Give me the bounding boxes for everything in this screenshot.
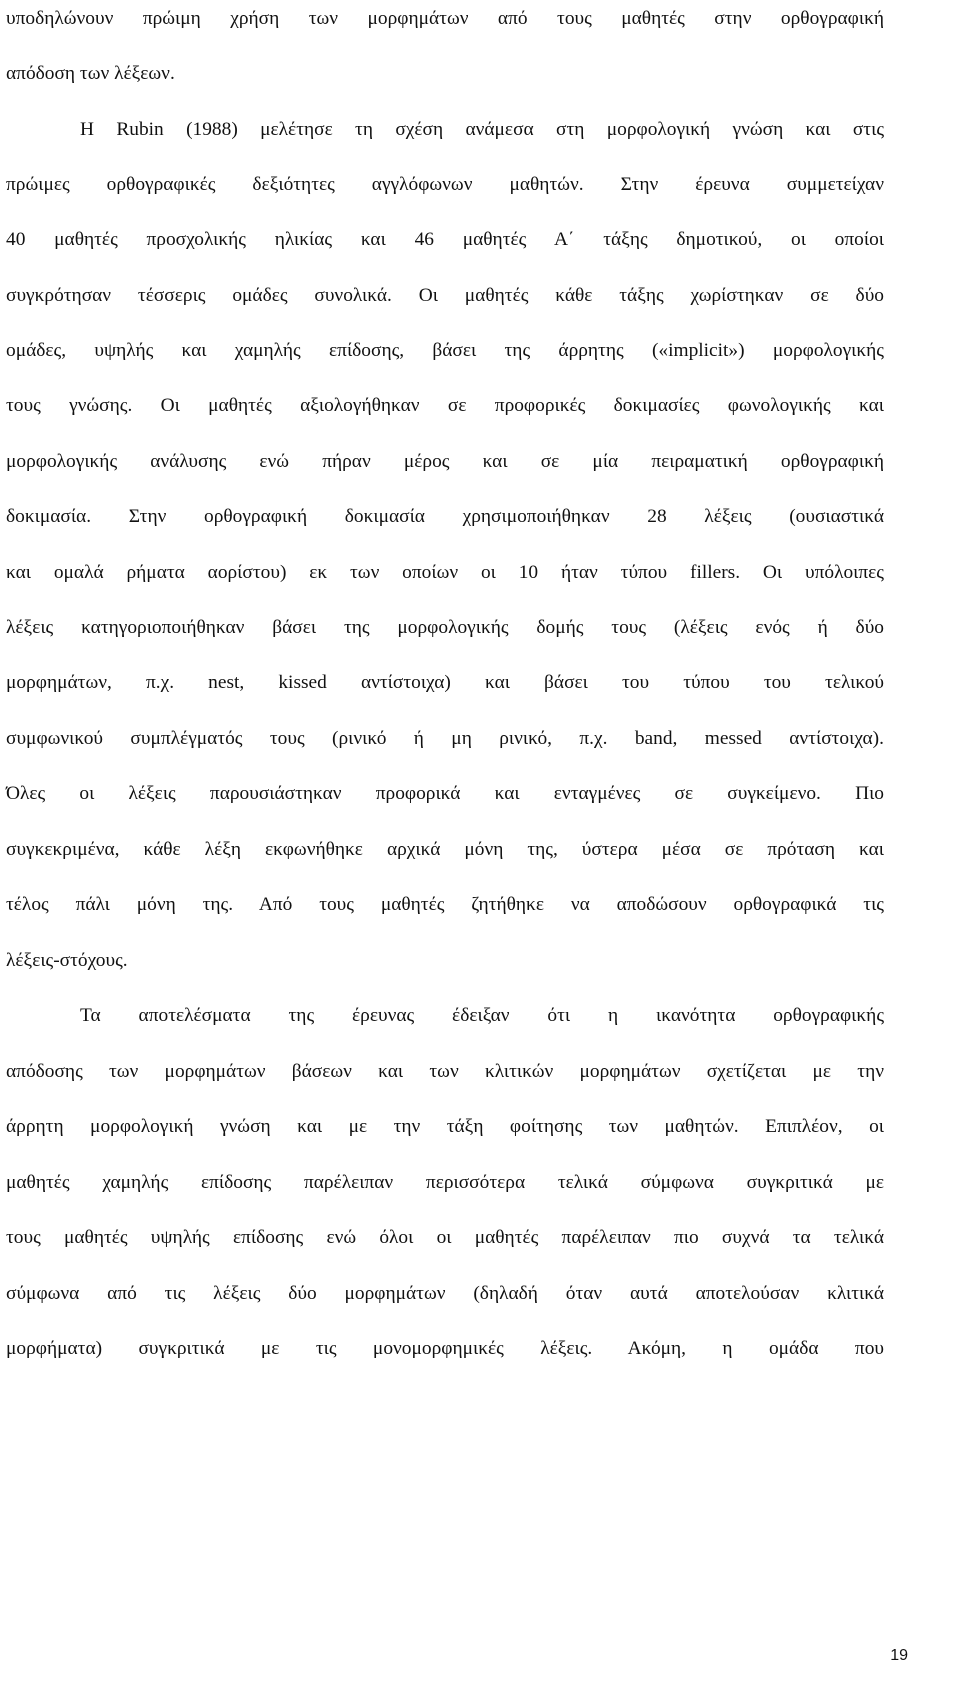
text-line: Τα αποτελέσματα της έρευνας έδειξαν ότι η ικανότητα ορθογραφικής xyxy=(80,1005,884,1026)
text-line: συγκρότησαν τέσσερις ομάδες συνολικά. Οι μαθητές κάθε τάξης χωρίστηκαν σε δύο xyxy=(6,285,884,306)
text-line: Όλες οι λέξεις παρουσιάστηκαν προφορικά και ενταγμένες σε συγκείμενο. Πιο xyxy=(6,783,884,804)
text-line: και ομαλά ρήματα αορίστου) εκ των οποίων οι 10 ήταν τύπου fillers. Οι υπόλοιπες xyxy=(6,562,884,583)
text-line: 40 μαθητές προσχολικής ηλικίας και 46 μαθητές Α΄ τάξης δημοτικού, οι οποίοι xyxy=(6,229,884,250)
text-line: δοκιμασία. Στην ορθογραφική δοκιμασία χρησιμοποιήθηκαν 28 λέξεις (ουσιαστικά xyxy=(6,506,884,527)
text-line: λέξεις-στόχους. xyxy=(6,950,128,971)
text-line: σύμφωνα από τις λέξεις δύο μορφημάτων (δηλαδή όταν αυτά αποτελούσαν κλιτικά xyxy=(6,1283,884,1304)
text-line: μορφήματα) συγκριτικά με τις μονομορφημικές λέξεις. Ακόμη, η ομάδα που xyxy=(6,1338,884,1359)
text-line: λέξεις κατηγοριοποιήθηκαν βάσει της μορφολογικής δομής τους (λέξεις ενός ή δύο xyxy=(6,617,884,638)
text-line: τέλος πάλι μόνη της. Από τους μαθητές ζητήθηκε να αποδώσουν ορθογραφικά τις xyxy=(6,894,884,915)
text-line: απόδοσης των μορφημάτων βάσεων και των κλιτικών μορφημάτων σχετίζεται με την xyxy=(6,1061,884,1082)
text-line: ομάδες, υψηλής και χαμηλής επίδοσης, βάσει της άρρητης («implicit») μορφολογικής xyxy=(6,340,884,361)
page-number: 19 xyxy=(890,1647,908,1664)
text-line: Η Rubin (1988) μελέτησε τη σχέση ανάμεσα στη μορφολογική γνώση και στις xyxy=(80,119,884,140)
text-line: τους γνώσης. Οι μαθητές αξιολογήθηκαν σε προφορικές δοκιμασίες φωνολογικής και xyxy=(6,395,884,416)
text-line: μαθητές χαμηλής επίδοσης παρέλειπαν περισσότερα τελικά σύμφωνα συγκριτικά με xyxy=(6,1172,884,1193)
text-line: μορφολογικής ανάλυσης ενώ πήραν μέρος και σε μία πειραματική ορθογραφική xyxy=(6,451,884,472)
text-line: συγκεκριμένα, κάθε λέξη εκφωνήθηκε αρχικά μόνη της, ύστερα μέσα σε πρόταση και xyxy=(6,839,884,860)
text-line: απόδοση των λέξεων. xyxy=(6,63,175,84)
text-line: υποδηλώνουν πρώιμη χρήση των μορφημάτων από τους μαθητές στην ορθογραφική xyxy=(6,8,884,29)
text-line: άρρητη μορφολογική γνώση και με την τάξη φοίτησης των μαθητών. Επιπλέον, οι xyxy=(6,1116,884,1137)
text-line: πρώιμες ορθογραφικές δεξιότητες αγγλόφωνων μαθητών. Στην έρευνα συμμετείχαν xyxy=(6,174,884,195)
text-line: συμφωνικού συμπλέγματός τους (ρινικό ή μη ρινικό, π.χ. band, messed αντίστοιχα). xyxy=(6,728,884,749)
text-line: μορφημάτων, π.χ. nest, kissed αντίστοιχα) και βάσει του τύπου του τελικού xyxy=(6,672,884,693)
text-line: τους μαθητές υψηλής επίδοσης ενώ όλοι οι μαθητές παρέλειπαν πιο συχνά τα τελικά xyxy=(6,1227,884,1248)
